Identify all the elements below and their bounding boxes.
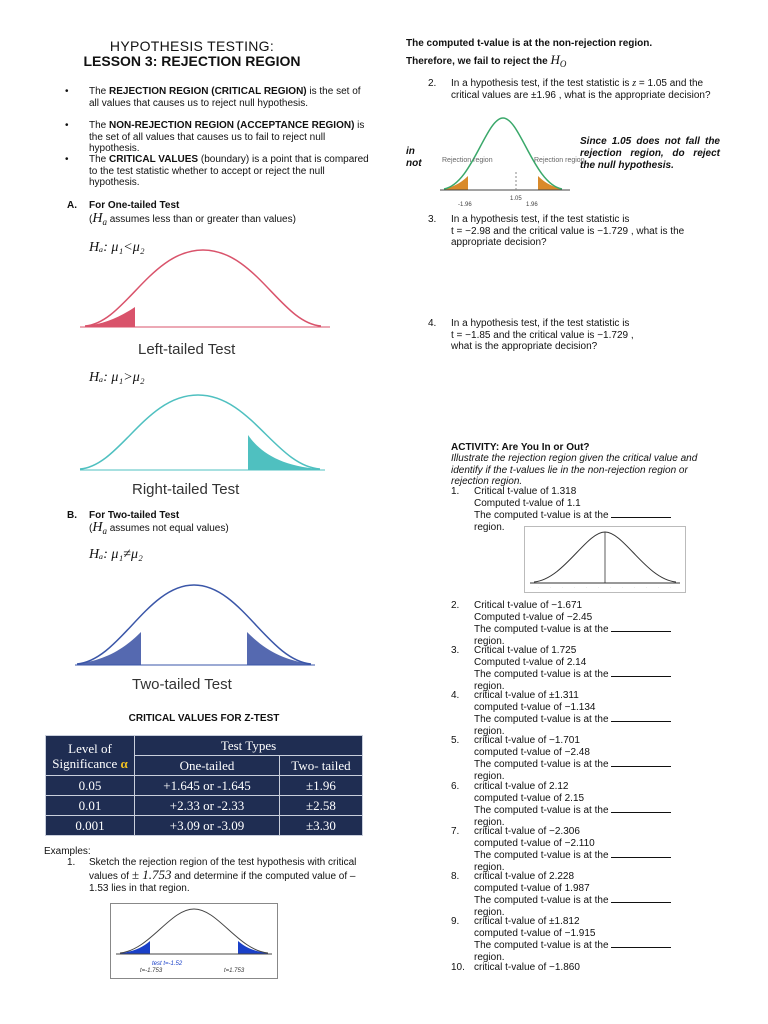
test-types-header: Test Types <box>135 736 363 756</box>
bullet-icon: • <box>65 120 69 131</box>
activity-critical-value: critical t-value of −1.860 <box>474 962 580 973</box>
section-a-letter: A. <box>67 200 77 211</box>
q2-tick-left: -1.96 <box>458 202 472 208</box>
answer-blank[interactable] <box>611 509 671 518</box>
activity-region-word: region. <box>474 680 505 692</box>
activity-region-word: region. <box>474 816 505 828</box>
activity-title: ACTIVITY: Are You In or Out? <box>451 442 590 453</box>
two-tailed-caption: Two-tailed Test <box>132 676 232 693</box>
table-row: 0.05 +1.645 or -1.645 ±1.96 <box>46 776 363 796</box>
section-b-heading: For Two-tailed Test <box>89 510 180 521</box>
activity-computed-value: Computed t-value of 2.14 <box>474 656 587 668</box>
activity-critical-value: Critical t-value of 1.725 <box>474 645 577 656</box>
two-tailed-curve <box>77 585 311 664</box>
question-3-text: In a hypothesis test, if the test statistic is t = −2.98 and the critical value is −1.729 , what is the appropriate decision? <box>451 214 685 248</box>
table-row: 0.001 +3.09 or -3.09 ±3.30 <box>46 816 363 836</box>
activity-region-word: region. <box>474 725 505 737</box>
example-label-right-crit: t=1.753 <box>224 968 245 974</box>
section-a-heading: For One-tailed Test <box>89 200 180 211</box>
definition-critical-values: • The CRITICAL VALUES (boundary) is a point that is compared to the test statistic whether to accept or reject the null hypothesis. <box>65 154 369 188</box>
right-tailed-hypothesis: Hₐ: μ₁>μ₂ <box>89 370 145 385</box>
examples-label: Examples: <box>44 846 91 857</box>
activity-item-number: 4. <box>451 690 460 701</box>
example-1-number: 1. <box>67 857 76 868</box>
question-3-number: 3. <box>428 214 437 225</box>
activity-region-word: region. <box>474 861 505 873</box>
left-tailed-hypothesis: Hₐ: μ₁<μ₂ <box>89 240 145 255</box>
svg-text:·: · <box>670 585 671 589</box>
q2-tick-right: 1.96 <box>526 202 538 208</box>
activity-item <box>474 781 724 828</box>
activity-answer-line: The computed t-value is at the <box>474 894 724 907</box>
conclusion-line-2: Therefore, we fail to reject the $H_O$ <box>406 52 567 69</box>
two-tailed-figure <box>75 580 355 695</box>
figure-2-in-text: in <box>406 146 415 157</box>
answer-blank[interactable] <box>611 804 671 813</box>
activity-item <box>474 735 724 782</box>
two-tailed-hypothesis: Hₐ: μ₁≠μ₂ <box>89 547 143 562</box>
doc-title: HYPOTHESIS TESTING: <box>109 38 275 54</box>
q2-curve <box>444 118 562 189</box>
answer-blank[interactable] <box>611 894 671 903</box>
left-tailed-figure <box>80 245 360 360</box>
activity-critical-value: Critical t-value of 1.318 <box>474 486 577 497</box>
svg-text:·: · <box>586 585 587 589</box>
activity-item-number: 8. <box>451 871 460 882</box>
activity-computed-value: computed t-value of −1.915 <box>474 927 596 939</box>
answer-blank[interactable] <box>611 758 671 767</box>
activity-critical-value: Critical t-value of −1.671 <box>474 600 583 611</box>
svg-text:·: · <box>610 585 611 589</box>
left-tailed-caption: Left-tailed Test <box>138 341 236 358</box>
activity-critical-value: critical t-value of 2.12 <box>474 781 569 792</box>
q2-rej-right-label: Rejection region <box>534 157 585 164</box>
table-row: 0.01 +2.33 or -2.33 ±2.58 <box>46 796 363 816</box>
figure-2-not-text: not <box>406 158 422 169</box>
right-tailed-figure <box>80 390 360 500</box>
activity-item-number: 6. <box>451 781 460 792</box>
svg-text:·: · <box>562 585 563 589</box>
answer-blank[interactable] <box>611 713 671 722</box>
activity-item <box>474 916 724 963</box>
activity-answer-line: The computed t-value is at the <box>474 758 724 771</box>
activity-answer-line: The computed t-value is at the <box>474 509 724 522</box>
activity-critical-value: critical t-value of −1.701 <box>474 735 580 746</box>
q2-rej-left-label: Rejection region <box>442 157 493 164</box>
activity-computed-value: computed t-value of −2.110 <box>474 837 595 849</box>
activity-region-word: region. <box>474 521 505 533</box>
activity-item <box>474 826 724 873</box>
activity-item-number: 7. <box>451 826 460 837</box>
activity-answer-line: The computed t-value is at the <box>474 849 724 862</box>
answer-blank[interactable] <box>611 668 671 677</box>
activity-item-number: 1. <box>451 486 460 497</box>
right-tailed-curve <box>80 395 320 469</box>
svg-text:·: · <box>646 585 647 589</box>
activity-item-number: 10. <box>451 962 465 973</box>
activity-computed-value: computed t-value of −2.48 <box>474 746 590 758</box>
activity-region-word: region. <box>474 951 505 963</box>
question-4-number: 4. <box>428 318 437 329</box>
activity-answer-line: The computed t-value is at the <box>474 668 724 681</box>
activity-region-word: region. <box>474 770 505 782</box>
svg-text:·: · <box>658 585 659 589</box>
activity-item <box>474 600 724 647</box>
activity-computed-value: Computed t-value of 1.1 <box>474 497 581 509</box>
q2-tick-mid: 1.05 <box>510 196 522 202</box>
activity-region-word: region. <box>474 906 505 918</box>
svg-text:·: · <box>634 585 635 589</box>
answer-blank[interactable] <box>611 939 671 948</box>
bullet-icon: • <box>65 86 69 97</box>
activity-answer-line: The computed t-value is at the <box>474 713 724 726</box>
conclusion-line-1: The computed t-value is at the non-rejection region. <box>406 38 653 49</box>
question-2-figure <box>436 114 585 210</box>
section-b-note: ($H_a$ assumes not equal values) <box>89 520 229 536</box>
lesson-title: LESSON 3: REJECTION REGION <box>83 53 301 69</box>
one-tailed-header: One-tailed <box>135 756 280 776</box>
activity-1-figure <box>524 526 686 593</box>
two-tailed-header: Two- tailed <box>280 756 363 776</box>
activity-item-number: 3. <box>451 645 460 656</box>
svg-text:·: · <box>622 585 623 589</box>
example-label-left-crit: t=-1.753 <box>140 968 163 974</box>
example-1-figure <box>110 903 278 979</box>
activity-item-number: 2. <box>451 600 460 611</box>
activity-item <box>474 871 724 918</box>
right-tailed-caption: Right-tailed Test <box>132 481 240 498</box>
z-critical-values-table <box>45 735 363 836</box>
level-of-significance-header: Level of Significance α <box>46 736 135 776</box>
definition-rejection-region: • The REJECTION REGION (CRITICAL REGION) is the set of all values that causes us to reject null hypothesis. <box>65 86 361 109</box>
right-tail-fill <box>248 435 320 470</box>
svg-text:·: · <box>598 585 599 589</box>
activity-instructions: Illustrate the rejection region given the critical value and identify if the t-values lie in the non-rejection region or rejection region. <box>451 453 698 487</box>
bullet-icon: • <box>65 154 69 165</box>
activity-critical-value: critical t-value of ±1.311 <box>474 690 579 701</box>
answer-blank[interactable] <box>611 623 671 632</box>
svg-text:·: · <box>538 585 539 589</box>
section-a-note: ($H_a$ assumes less than or greater than values) <box>89 211 296 227</box>
activity-item <box>474 962 724 974</box>
activity-answer-line: The computed t-value is at the <box>474 804 724 817</box>
question-2-answer: Since 1.05 does not fall the rejection region, do reject the null hypothesis. <box>580 136 720 171</box>
activity-critical-value: critical t-value of 2.228 <box>474 871 575 882</box>
svg-text:·: · <box>574 585 575 589</box>
activity-item-number: 5. <box>451 735 460 746</box>
question-4-text: In a hypothesis test, if the test statistic is t = −1.85 and the critical value is −1.729 , what is the appropriate decision? <box>451 318 634 352</box>
z-table-heading: CRITICAL VALUES FOR Z-TEST <box>128 713 280 724</box>
answer-blank[interactable] <box>611 849 671 858</box>
definition-non-rejection-region: • The NON-REJECTION REGION (ACCEPTANCE REGION) is the set of all values that causes us to fail to reject null hypothesis. <box>65 120 365 154</box>
example-1-text: Sketch the rejection region of the test hypothesis with critical values of ± 1.753 and determine if the computed value of – 1.53 lies in that region. <box>89 857 357 894</box>
section-b-letter: B. <box>67 510 77 521</box>
activity-computed-value: Computed t-value of −2.45 <box>474 611 593 623</box>
question-2-number: 2. <box>428 78 437 89</box>
activity-item <box>474 690 724 737</box>
left-tailed-curve <box>85 250 321 326</box>
activity-computed-value: computed t-value of 2.15 <box>474 792 585 804</box>
activity-region-word: region. <box>474 635 505 647</box>
question-2-text: In a hypothesis test, if the test statistic is z = 1.05 and the critical values are ±1.96 , what is the appropriate decision? <box>451 78 711 101</box>
activity-critical-value: critical t-value of ±1.812 <box>474 916 580 927</box>
activity-answer-line: The computed t-value is at the <box>474 623 724 636</box>
svg-text:·: · <box>550 585 551 589</box>
example-label-test: test t=-1.52 <box>152 961 183 967</box>
activity-computed-value: computed t-value of 1.987 <box>474 882 590 894</box>
activity-item-number: 9. <box>451 916 460 927</box>
activity-computed-value: computed t-value of −1.134 <box>474 701 596 713</box>
activity-answer-line: The computed t-value is at the <box>474 939 724 952</box>
activity-item <box>474 645 724 692</box>
activity-critical-value: critical t-value of −2.306 <box>474 826 580 837</box>
